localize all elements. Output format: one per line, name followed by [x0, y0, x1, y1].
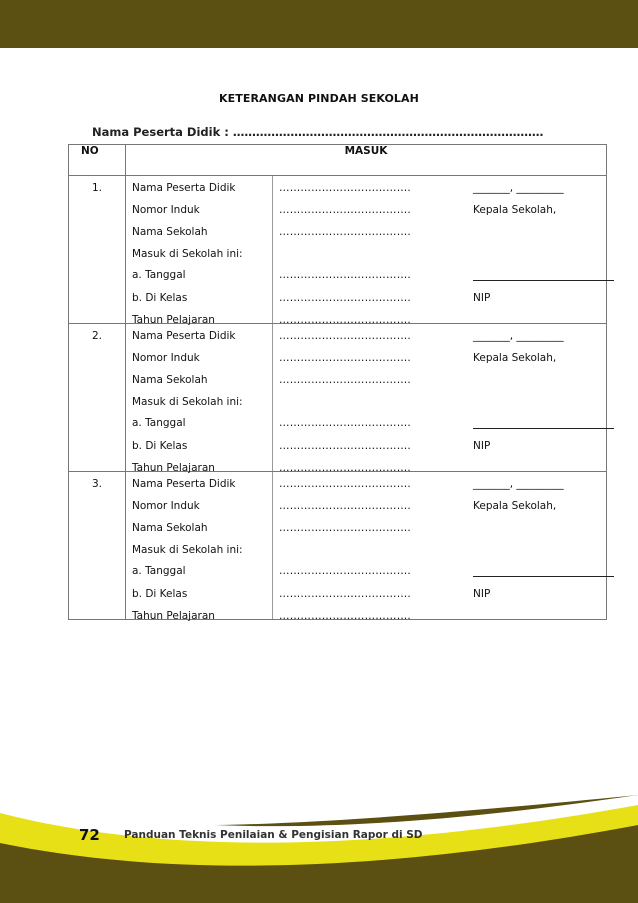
header-band [0, 0, 638, 48]
date-line[interactable]: _______, _________ [473, 478, 564, 490]
col-masuk-header: MASUK [126, 145, 607, 176]
nip-label: NIP [473, 292, 491, 304]
field-label-tanggal: a. Tanggal [132, 417, 186, 429]
fill-dots[interactable]: ………………………………. [279, 292, 411, 304]
column-divider [272, 176, 273, 323]
field-label-masuk: Masuk di Sekolah ini: [132, 396, 243, 408]
table-row [69, 324, 607, 472]
fill-dots[interactable]: ………………………………. [279, 314, 411, 326]
fill-dots[interactable]: ………………………………. [279, 204, 411, 216]
field-label-nama: Nama Peserta Didik [132, 330, 236, 342]
fill-dots[interactable]: ………………………………. [279, 417, 411, 429]
field-label-tahun: Tahun Pelajaran [132, 462, 215, 474]
student-name-line [92, 125, 543, 139]
signature-line[interactable] [473, 428, 614, 429]
row-body [126, 324, 607, 472]
nip-label: NIP [473, 440, 491, 452]
field-label-kelas: b. Di Kelas [132, 440, 188, 452]
signature-line[interactable] [473, 280, 614, 281]
field-label-nama: Nama Peserta Didik [132, 478, 236, 490]
fill-dots[interactable]: ………………………………. [279, 478, 411, 490]
field-label-nomor-induk: Nomor Induk [132, 500, 200, 512]
fill-dots[interactable]: ………………………………. [279, 182, 411, 194]
fill-dots[interactable]: ………………………………. [279, 269, 411, 281]
table-row [69, 176, 607, 324]
date-line[interactable]: _______, _________ [473, 182, 564, 194]
fill-dots[interactable]: ………………………………. [279, 440, 411, 452]
col-no-header: NO [69, 145, 126, 176]
field-label-tahun: Tahun Pelajaran [132, 314, 215, 326]
field-label-kelas: b. Di Kelas [132, 292, 188, 304]
column-divider [272, 472, 273, 619]
row-body [126, 472, 607, 620]
column-divider [272, 324, 273, 471]
footer-swoosh [0, 795, 638, 903]
fill-dots[interactable]: ………………………………. [279, 522, 411, 534]
field-label-nama-sekolah: Nama Sekolah [132, 522, 208, 534]
table-header-row [69, 145, 607, 176]
row-body [126, 176, 607, 324]
kepsek-label: Kepala Sekolah, [473, 204, 557, 216]
fill-dots[interactable]: ………………………………. [279, 226, 411, 238]
field-label-masuk: Masuk di Sekolah ini: [132, 544, 243, 556]
field-label-kelas: b. Di Kelas [132, 588, 188, 600]
fill-dots[interactable]: ………………………………. [279, 462, 411, 474]
fill-dots[interactable]: ………………………………. [279, 610, 411, 622]
kepsek-label: Kepala Sekolah, [473, 500, 557, 512]
fill-dots[interactable]: ………………………………. [279, 330, 411, 342]
fill-dots[interactable]: ………………………………. [279, 352, 411, 364]
student-name-dots: ……………………………………………………………………… [232, 125, 544, 139]
footer-title: Panduan Teknis Penilaian & Pengisian Rapor di SD [124, 829, 423, 841]
field-label-nomor-induk: Nomor Induk [132, 352, 200, 364]
signature-line[interactable] [473, 576, 614, 577]
table-row [69, 472, 607, 620]
field-label-tanggal: a. Tanggal [132, 269, 186, 281]
kepsek-label: Kepala Sekolah, [473, 352, 557, 364]
row-number: 3. [69, 472, 126, 620]
field-label-nama-sekolah: Nama Sekolah [132, 226, 208, 238]
field-label-masuk: Masuk di Sekolah ini: [132, 248, 243, 260]
row-number: 1. [69, 176, 126, 324]
date-line[interactable]: _______, _________ [473, 330, 564, 342]
row-number: 2. [69, 324, 126, 472]
fill-dots[interactable]: ………………………………. [279, 565, 411, 577]
fill-dots[interactable]: ………………………………. [279, 374, 411, 386]
fill-dots[interactable]: ………………………………. [279, 588, 411, 600]
transfer-table [68, 144, 607, 620]
page-number: 72 [79, 826, 100, 844]
field-label-nama: Nama Peserta Didik [132, 182, 236, 194]
page-title: KETERANGAN PINDAH SEKOLAH [219, 92, 419, 105]
field-label-nama-sekolah: Nama Sekolah [132, 374, 208, 386]
student-name-label: Nama Peserta Didik : [92, 125, 229, 139]
field-label-tanggal: a. Tanggal [132, 565, 186, 577]
fill-dots[interactable]: ………………………………. [279, 500, 411, 512]
nip-label: NIP [473, 588, 491, 600]
field-label-nomor-induk: Nomor Induk [132, 204, 200, 216]
field-label-tahun: Tahun Pelajaran [132, 610, 215, 622]
